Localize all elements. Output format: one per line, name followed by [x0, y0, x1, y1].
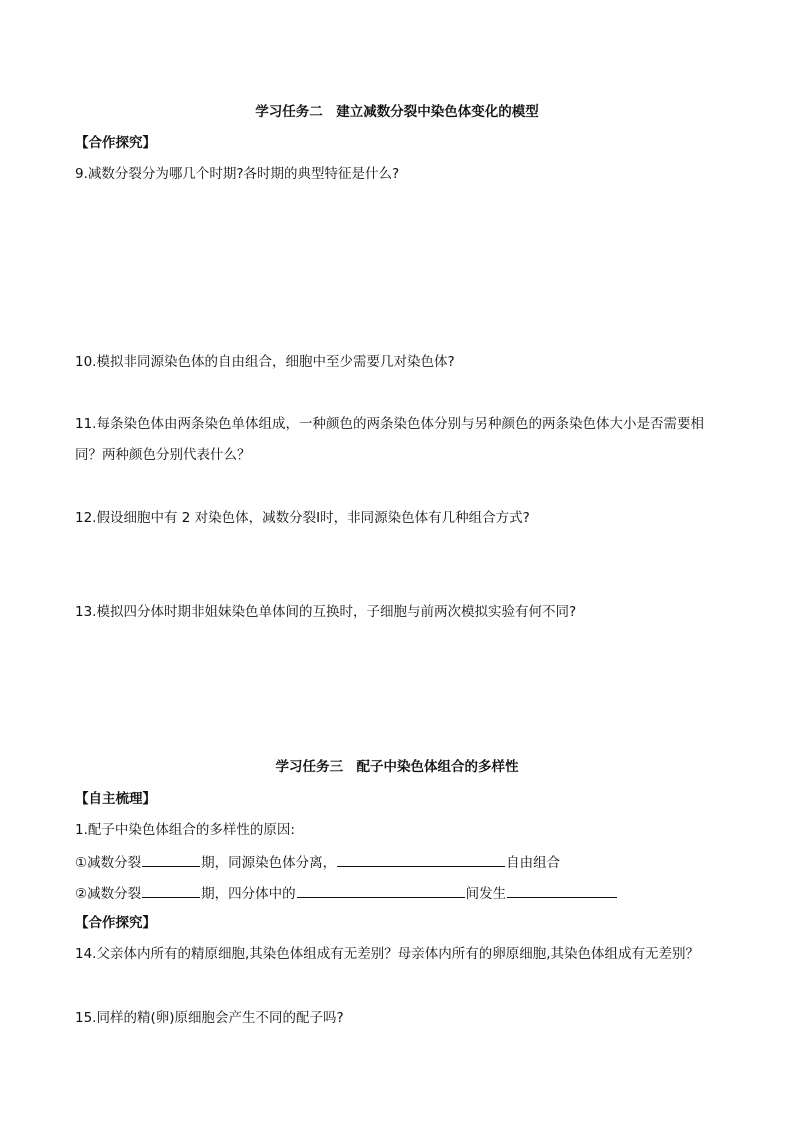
- blank-2-content[interactable]: [297, 882, 465, 898]
- fill-line-1-suffix: 自由组合: [506, 855, 561, 871]
- task3-self-label: 【自主梳理】: [75, 791, 156, 807]
- question-15: 15.同样的精(卵)原细胞会产生不同的配子吗?: [75, 1010, 344, 1026]
- task3-title: 学习任务三 配子中染色体组合的多样性: [275, 759, 519, 775]
- fill-line-2-mid1: 期，四分体中的: [201, 886, 296, 902]
- fill-line-2-mid2: 间发生: [465, 886, 507, 902]
- fill-line-1-mid: 期，同源染色体分离，: [201, 855, 337, 871]
- task3-item-1: 1.配子中染色体组合的多样性的原因:: [75, 822, 295, 838]
- question-14: 14.父亲体内所有的精原细胞,其染色体组成有无差别？母亲体内所有的卵原细胞,其染色体组成有无差别？: [75, 946, 700, 962]
- fill-line-2: [75, 882, 618, 904]
- question-12: 12.假设细胞中有 2 对染色体，减数分裂Ⅰ时，非同源染色体有几种组合方式?: [75, 510, 530, 526]
- fill-line-2-prefix: ②减数分裂: [75, 886, 142, 902]
- blank-2-phase[interactable]: [142, 882, 200, 898]
- question-11-line2: 同？两种颜色分别代表什么？: [75, 447, 251, 463]
- task2-section-label: 【合作探究】: [75, 135, 156, 151]
- fill-line-1-prefix: ①减数分裂: [75, 855, 142, 871]
- blank-2-event[interactable]: [507, 882, 617, 898]
- question-9: 9.减数分裂分为哪几个时期?各时期的典型特征是什么?: [75, 166, 400, 182]
- question-11-line1: 11.每条染色体由两条染色单体组成，一种颜色的两条染色体分别与另种颜色的两条染色体大小是否需要相: [75, 416, 704, 432]
- question-10: 10.模拟非同源染色体的自由组合，细胞中至少需要几对染色体?: [75, 354, 455, 370]
- fill-line-1: [75, 851, 560, 873]
- question-13: 13.模拟四分体时期非姐妹染色单体间的互换时，子细胞与前两次模拟实验有何不同?: [75, 604, 577, 620]
- blank-1-phase[interactable]: [142, 851, 200, 867]
- task3-coop-label: 【合作探究】: [75, 915, 156, 931]
- blank-1-content[interactable]: [337, 851, 505, 867]
- task2-title: 学习任务二 建立减数分裂中染色体变化的模型: [255, 104, 539, 120]
